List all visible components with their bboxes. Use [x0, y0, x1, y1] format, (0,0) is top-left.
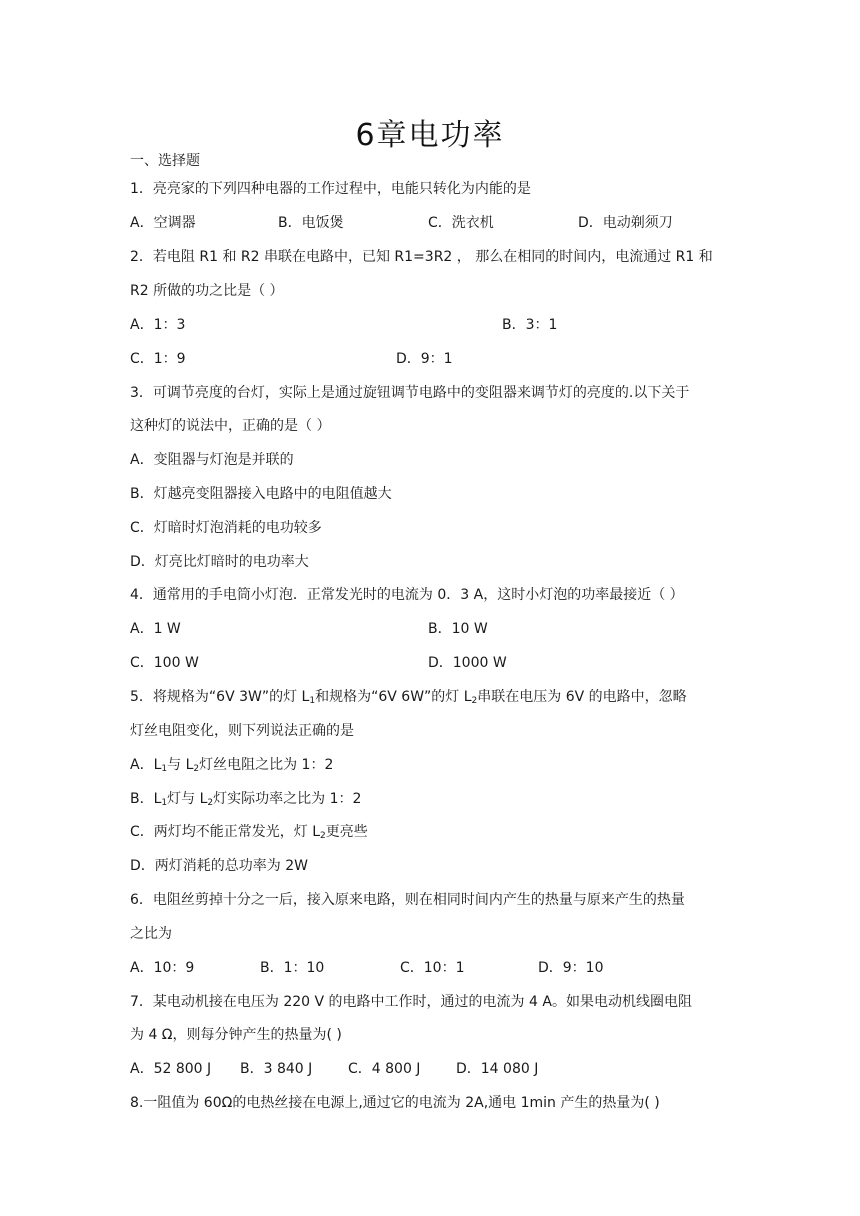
question-7-stem-line2: 为 4 Ω，则每分钟产生的热量为( )	[130, 1027, 342, 1043]
question-5-stem-line1: 5．将规格为“6V 3W”的灯 $L_1$和规格为“6V 6W”的灯 $L_2$串联在电压为 6V 的电路中，忽略	[130, 689, 687, 706]
question-2-stem-line2: R2 所做的功之比是（ ）	[130, 283, 284, 299]
q6-option-b: B．1：10	[260, 960, 325, 976]
page-title: 6章电功率	[355, 118, 505, 153]
q2-option-d: D．9：1	[396, 351, 453, 367]
q3-option-d: D．灯亮比灯暗时的电功率大	[130, 554, 309, 570]
question-3-stem-line2: 这种灯的说法中，正确的是（ ）	[130, 418, 331, 434]
question-1-stem: 1．亮亮家的下列四种电器的工作过程中，电能只转化为内能的是	[130, 181, 531, 197]
q2-option-a: A．1：3	[130, 317, 186, 333]
q4-option-d: D．1000 W	[428, 655, 507, 671]
question-6-stem-line2: 之比为	[130, 926, 172, 942]
q3-option-b: B．灯越亮变阻器接入电路中的电阻值越大	[130, 486, 392, 502]
question-3-stem-line1: 3．可调节亮度的台灯，实际上是通过旋钮调节电路中的变阻器来调节灯的亮度的.以下关于	[130, 385, 690, 401]
q2-option-b: B．3：1	[502, 317, 558, 333]
q4-option-b: B．10 W	[428, 621, 488, 637]
q7-option-b: B．3 840 J	[240, 1061, 313, 1077]
q7-option-c: C．4 800 J	[348, 1061, 421, 1077]
question-5-stem-line2: 灯丝电阻变化，则下列说法正确的是	[130, 723, 354, 739]
question-8-stem: 8.一阻值为 60Ω的电热丝接在电源上,通过它的电流为 2A,通电 1min 产生的热量为( )	[130, 1095, 660, 1111]
q2-option-c: C．1：9	[130, 351, 186, 367]
q6-option-d: D．9：10	[538, 960, 604, 976]
q4-option-a: A．1 W	[130, 621, 181, 637]
q1-option-a: A．空调器	[130, 215, 196, 231]
q1-option-d: D．电动剃须刀	[578, 215, 673, 231]
q7-option-d: D．14 080 J	[456, 1061, 539, 1077]
q3-option-a: A．变阻器与灯泡是并联的	[130, 452, 294, 468]
question-4-stem: 4．通常用的手电筒小灯泡．正常发光时的电流为 0．3 A，这时小灯泡的功率最接近（ ）	[130, 587, 684, 603]
question-6-stem-line1: 6．电阻丝剪掉十分之一后，接入原来电路，则在相同时间内产生的热量与原来产生的热量	[130, 892, 685, 908]
q5-option-d: D．两灯消耗的总功率为 2W	[130, 858, 308, 874]
q1-option-c: C．洗衣机	[428, 215, 494, 231]
q5-option-c: C．两灯均不能正常发光，灯 $L_2$更亮些	[130, 824, 368, 841]
q5-option-a: A．$L_1$与 $L_2$灯丝电阻之比为 1：2	[130, 757, 334, 774]
q1-option-b: B．电饭煲	[278, 215, 344, 231]
question-7-stem-line1: 7．某电动机接在电压为 220 V 的电路中工作时，通过的电流为 4 A。如果电动机线圈电阻	[130, 994, 692, 1010]
q5-option-b: B．$L_1$灯与 $L_2$灯实际功率之比为 1：2	[130, 791, 362, 808]
q3-option-c: C．灯暗时灯泡消耗的电功较多	[130, 520, 322, 536]
q7-option-a: A．52 800 J	[130, 1061, 212, 1077]
question-2-stem-line1: 2．若电阻 R1 和 R2 串联在电路中，已知 R1=3R2 ， 那么在相同的时间内，电流通过 R1 和	[130, 249, 713, 265]
q6-option-c: C．10：1	[400, 960, 465, 976]
q6-option-a: A．10：9	[130, 960, 195, 976]
section-heading: 一、选择题	[130, 153, 200, 169]
q4-option-c: C．100 W	[130, 655, 199, 671]
